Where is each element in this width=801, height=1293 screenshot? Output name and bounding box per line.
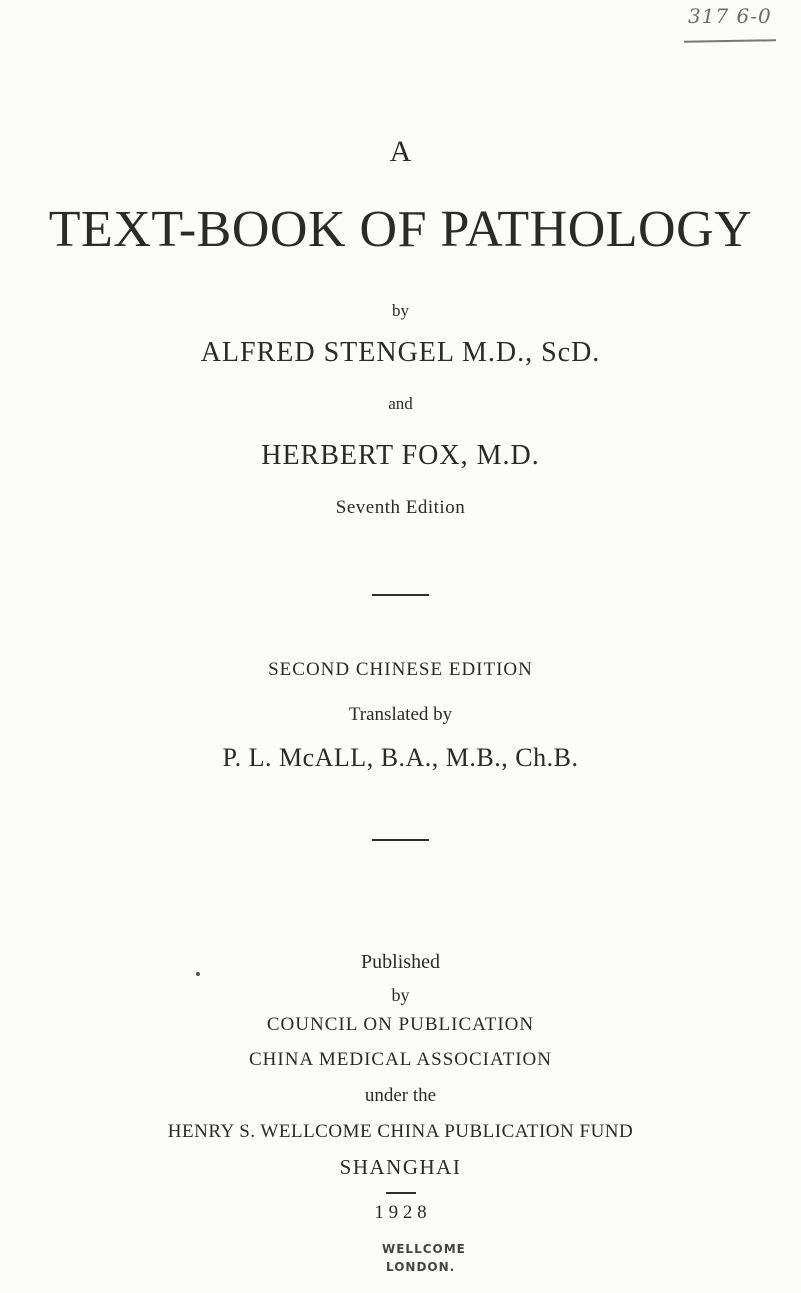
divider-rule-1 [372,594,429,596]
shelfmark-underline [684,39,776,43]
shelfmark-annotation: 317 6-0 [688,4,772,28]
by-label-1: by [392,301,409,320]
translated-by-label: Translated by [348,704,453,725]
publication-year: 1 9 2 8 [374,1202,427,1223]
fund-name: HENRY S. WELLCOME CHINA PUBLICATION FUND [167,1121,634,1142]
edition-label: Seventh Edition [335,497,466,518]
book-title: TEXT-BOOK OF PATHOLOGY [48,201,753,258]
library-stamp-line-2: LONDON. [386,1260,456,1274]
title-article: A [389,135,412,168]
city: SHANGHAI [339,1155,462,1179]
publisher-line-1: COUNCIL ON PUBLICATION [266,1014,535,1035]
divider-rule-2 [372,839,429,841]
chinese-edition: SECOND CHINESE EDITION [268,659,533,680]
by-label-2: by [391,985,410,1005]
publisher-line-2: CHINA MEDICAL ASSOCIATION [249,1049,552,1070]
author-1: ALFRED STENGEL M.D., ScD. [200,337,601,368]
and-label: and [388,394,413,413]
divider-rule-3 [386,1192,416,1194]
ink-speck [196,972,200,976]
under-the-label: under the [364,1085,437,1106]
library-stamp-line-1: WELLCOME [382,1242,466,1256]
translator: P. L. McALL, B.A., M.B., Ch.B. [222,743,579,772]
author-2: HERBERT FOX, M.D. [261,440,540,471]
published-label: Published [361,951,440,973]
